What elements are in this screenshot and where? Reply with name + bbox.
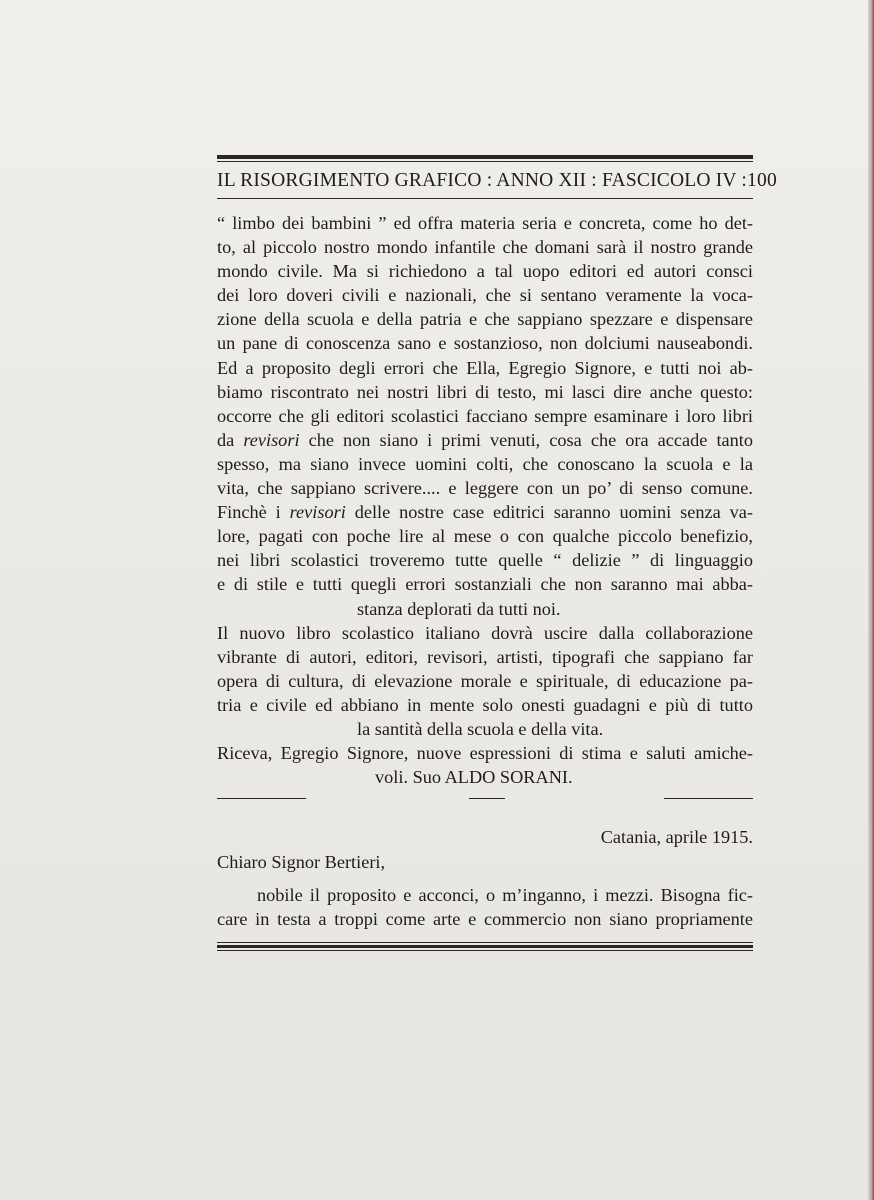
letter-salutation: Chiaro Signor Bertieri, <box>217 852 386 872</box>
text-line: tria e civile ed abbiano in mente solo onesti guadagni e più di tutto <box>217 694 753 715</box>
text-line-revisori <box>217 428 753 452</box>
text-line: la santità della scuola e della vita. <box>357 718 604 739</box>
text-line: e di stile e tutti quegli errori sostanziali che non saranno mai abba- <box>217 574 753 595</box>
text-fragment: Finchè i <box>217 502 290 523</box>
text-line: nobile il proposito e acconci, o m’inganno, i mezzi. Bisogna fic- <box>257 885 753 905</box>
text-line: biamo riscontrato nei nostri libri di testo, mi lasci dire anche questo: <box>217 381 753 402</box>
text-line: un pane di conoscenza sano e sostanzioso, non dolciumi nauseabondi. <box>217 333 753 354</box>
text-line: “ limbo dei bambini ” ed offra materia seria e concreta, come ho det- <box>217 213 753 233</box>
text-line-revisori <box>217 500 753 524</box>
text-line: care in testa a troppi come arte e commercio non siano propriamente <box>217 909 753 930</box>
letter-body <box>217 211 753 789</box>
text-line: occorre che gli editori scolastici facciano sempre esaminare i loro libri <box>217 405 753 426</box>
text-line: lore, pagati con poche lire al mese o con qualche piccolo benefizio, <box>217 526 753 547</box>
text-line: mondo civile. Ma si richiedono a tal uopo editori ed autori consci <box>217 261 753 282</box>
separator-right <box>664 798 753 799</box>
text-line: dei loro doveri civili e nazionali, che si sentano veramente la voca- <box>217 285 753 306</box>
running-header-title: IL RISORGIMENTO GRAFICO : ANNO XII : FASCICOLO IV : <box>217 170 748 191</box>
text-line: opera di cultura, di elevazione morale e spirituale, di educazione pa- <box>217 670 753 691</box>
text-line: Il nuovo libro scolastico italiano dovrà uscire dalla collaborazione <box>217 622 753 643</box>
page-edge <box>868 0 874 1200</box>
italic-word: revisori <box>289 502 346 523</box>
text-fragment: da <box>217 429 244 450</box>
text-fragment: delle nostre case editrici saranno uomini senza va- <box>345 502 753 523</box>
text-line: nei libri scolastici troveremo tutte quelle “ delizie ” di linguaggio <box>217 550 753 571</box>
text-line: stanza deplorati da tutti noi. <box>357 598 561 619</box>
text-line: to, al piccolo nostro mondo infantile che domani sarà il nostro grande <box>217 237 753 258</box>
separator-left <box>217 798 306 799</box>
header-rule-bottom <box>217 198 753 199</box>
letter2-body <box>217 883 753 931</box>
text-line: zione della scuola e della patria e che sappiano spezzare e dispensare <box>217 309 753 330</box>
text-line: Riceva, Egregio Signore, nuove espressioni di stima e saluti amiche- <box>217 743 753 764</box>
separator-center <box>469 798 505 799</box>
text-line: vibrante di autori, editori, revisori, artisti, tipografi che sappiano far <box>217 646 753 667</box>
page-number: 100 <box>747 170 777 191</box>
text-line: spesso, ma siano invece uomini colti, che conoscano la scuola e la <box>217 453 753 474</box>
running-header <box>217 170 777 192</box>
letter-date: Catania, aprile 1915. <box>600 827 753 847</box>
signature-line: voli. Suo ALDO SORANI. <box>375 767 573 788</box>
italic-word: revisori <box>243 429 300 450</box>
text-fragment: che non siano i primi venuti, cosa che ora accade tanto <box>299 429 754 450</box>
header-rule-top <box>217 153 753 162</box>
footer-rule <box>217 942 753 951</box>
text-line: vita, che sappiano scrivere.... e leggere con un po’ di senso comune. <box>217 478 753 499</box>
text-line: Ed a proposito degli errori che Ella, Egregio Signore, e tutti noi ab- <box>217 357 753 378</box>
